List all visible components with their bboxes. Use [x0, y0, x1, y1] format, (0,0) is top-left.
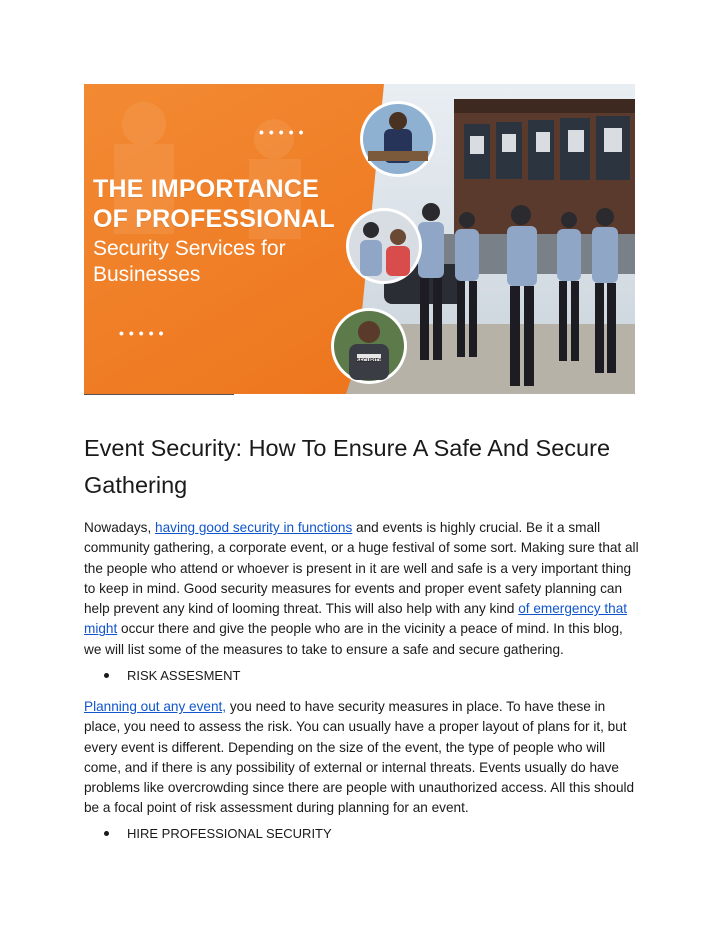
decorative-dots-bottom: ••••• — [119, 325, 169, 341]
link-planning-event[interactable]: Planning out any event, — [84, 699, 227, 714]
link-emergency[interactable]: of emergency that might — [84, 601, 628, 637]
p2-text-1: you need to have security measures in place. To have these in place, you need to assess the risk. You can usually have a proper layout of plans for it, but every event is different. Depending on the size of the event, the type of people who will come, and if there is any possibility of external or internal threats. Events usually do have problems like overcrowding since there are people with unauthorized access. All this should be a focal point of risk assessment during planning for an event. — [84, 699, 635, 816]
banner-line-3: Security Services for — [93, 237, 286, 260]
p1-text-1: Nowadays, — [84, 520, 156, 535]
bullet-risk-assessment — [104, 668, 240, 683]
bullet-hire-security — [104, 826, 332, 841]
guard-badge-text: SECURITY — [356, 358, 382, 364]
image-underline — [84, 394, 234, 395]
article-title: Event Security: How To Ensure A Safe And Secure Gathering — [84, 435, 611, 498]
p1-text-3: occur there and give the people who are in the vicinity a peace of mind. In this blog, we will list some of the measures to take to ensure a safe and secure gathering. — [84, 621, 623, 657]
intro-paragraph — [84, 518, 639, 660]
bullet-dot — [104, 831, 109, 836]
banner-line-4: Businesses — [93, 263, 201, 286]
risk-paragraph — [84, 697, 639, 819]
banner-line-2: OF PROFESSIONAL — [93, 205, 335, 233]
decorative-dots-top: ••••• — [259, 124, 309, 140]
banner-headline — [93, 174, 363, 288]
link-good-security-functions[interactable]: having good security in functions — [155, 520, 353, 535]
p1-text-2: and events is highly crucial. Be it a small community gathering, a corporate event, or a huge festival of some sort. Making sure that all the people who attend or whoever is present in it are well and safe is a very important thing to keep in mind. Good security measures for events and proper event safety planning can help prevent any kind of looming threat. This will also help with any kind — [84, 520, 639, 617]
bullet-label: HIRE PROFESSIONAL SECURITY — [127, 826, 332, 841]
bullet-dot — [104, 673, 109, 678]
banner-line-1: THE IMPORTANCE — [93, 175, 319, 203]
bullet-label: RISK ASSESMENT — [127, 668, 241, 683]
